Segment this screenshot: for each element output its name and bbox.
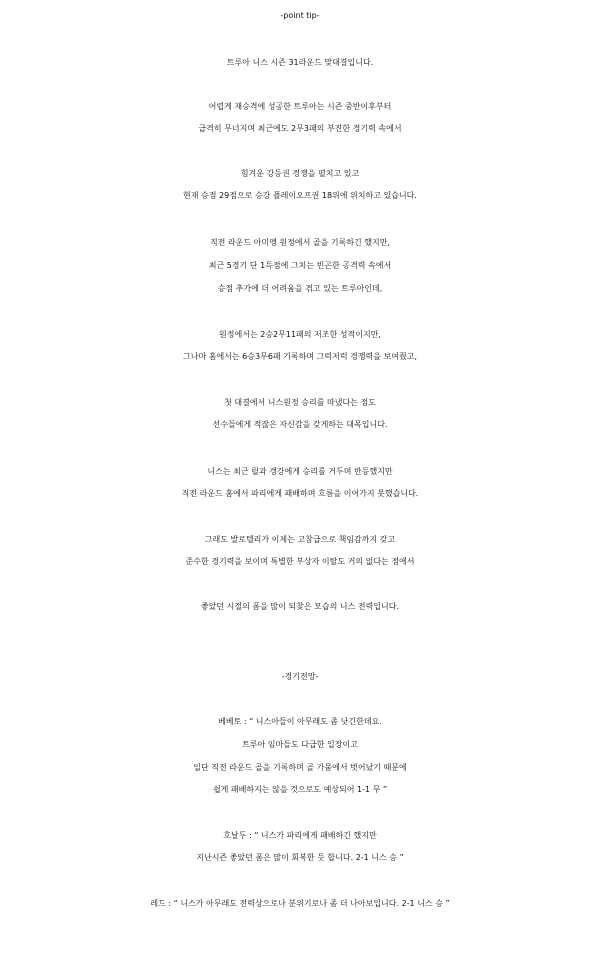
paragraph-line: 최근 5경기 단 1득점에 그치는 빈곤한 공격력 속에서 xyxy=(208,261,392,270)
paragraph-line: 어렵게 재승격에 성공한 트루아는 시즌 중반이후부터 xyxy=(208,102,392,111)
prediction-line: 쉽게 패배하지는 않을 것으로도 예상되어 1-1 무 ” xyxy=(212,785,388,794)
paragraph-line: 첫 대결에서 니스원정 승리를 따냈다는 점도 xyxy=(224,398,376,407)
paragraph-line: 급격히 무너지며 최근에도 2무3패의 부진한 경기력 속에서 xyxy=(198,124,402,133)
paragraph-line: 직전 라운드 아미앵 원정에서 골을 기록하긴 했지만, xyxy=(209,238,391,247)
paragraph-line: 그나마 홈에서는 6승3무6패 기록하며 그럭저럭 경쟁력을 보여줬고, xyxy=(183,352,417,361)
prediction-line: 트루아 임마들도 다급한 입장이고 xyxy=(242,740,358,749)
paragraph-line: 원정에서는 2승2무11패의 저조한 성적이지만, xyxy=(219,330,381,339)
section-heading-point-tip: -point tip- xyxy=(280,11,320,20)
prediction-line: 지난시즌 좋았던 폼은 많이 회복한 듯 합니다. 2-1 니스 승 ” xyxy=(196,853,404,862)
prediction-line: 레드 : “ 니스가 아무래도 전력상으로나 분위기로나 좀 더 나아보입니다. 2-1 니스 승 ” xyxy=(150,899,450,908)
prediction-line: 일단 직전 라운드 골을 기록하며 골 가뭄에서 벗어났기 때문에 xyxy=(193,763,407,772)
prediction-line: 베베토 : “ 니스아들이 아무래도 좀 낫긴한데요. xyxy=(218,717,382,726)
paragraph-line: 현재 승점 29점으로 승강 플레이오프권 18위에 위치하고 있습니다. xyxy=(183,191,417,200)
paragraph-line: 트루아 니스 시즌 31라운드 맞대결입니다. xyxy=(226,58,374,67)
section-heading-match-forecast: -경기전망- xyxy=(281,672,319,681)
paragraph-line: 니스는 최근 릴과 갱강에게 승리를 거두며 반등했지만 xyxy=(207,467,393,476)
paragraph-line: 선수들에게 적잖은 자신감을 갖게하는 대목입니다. xyxy=(212,420,388,429)
paragraph-line: 힘겨운 강등권 경쟁을 펼치고 있고 xyxy=(240,169,360,178)
paragraph-line: 좋았던 시절의 폼을 많이 되찾은 모습의 니스 전력입니다. xyxy=(200,602,400,611)
paragraph-line: 승점 추가에 더 어려움을 겪고 있는 트루아인데, xyxy=(217,284,383,293)
paragraph-line: 그래도 발로텔리가 이제는 고참급으로 책임감까지 갖고 xyxy=(204,535,396,544)
paragraph-line: 준수한 경기력을 보이며 특별한 부상자 이탈도 거의 없다는 점에서 xyxy=(185,557,415,566)
prediction-line: 호날두 : “ 니스가 파리에게 패배하긴 했지만 xyxy=(223,831,377,840)
paragraph-line: 직전 라운드 홈에서 파리에게 패배하며 흐름을 이어가지 못했습니다. xyxy=(181,489,419,498)
